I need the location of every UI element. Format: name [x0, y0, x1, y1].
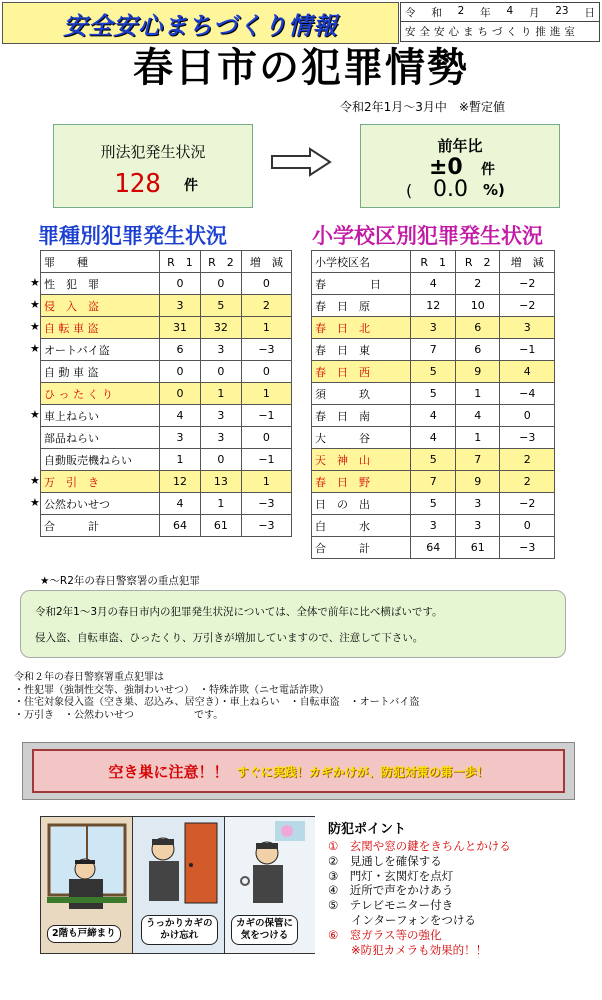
column-header: R 2 [455, 251, 500, 273]
column-header: R 1 [411, 251, 456, 273]
row-label: 春 日 南 [312, 405, 411, 427]
diff-value: −2 [500, 295, 555, 317]
diff-value: −3 [241, 493, 291, 515]
caption-key-storage: カギの保管に 気をつける [231, 915, 298, 945]
r1-value: 5 [411, 383, 456, 405]
focus-crimes-line: ・性犯罪（強制性交等、強制わいせつ） ・特殊詐欺（ニセ電話詐欺） [14, 684, 329, 696]
diff-value: −3 [500, 537, 555, 559]
caption-forgot-lock: うっかりカギの かけ忘れ [141, 915, 218, 945]
row-label: 大 谷 [312, 427, 411, 449]
r1-value: 0 [160, 361, 201, 383]
r2-value: 3 [455, 515, 500, 537]
row-label: 日 の 出 [312, 493, 411, 515]
r1-value: 0 [160, 383, 201, 405]
total-crime-unit: 件 [184, 178, 198, 194]
table-row [312, 361, 555, 383]
table-header-row [41, 251, 292, 273]
row-label: 春 日 原 [312, 295, 411, 317]
table-row [312, 471, 555, 493]
diff-value: 1 [241, 471, 291, 493]
tip-item: ③ 門灯・玄関灯を点灯 [328, 868, 454, 883]
diff-value: 0 [500, 405, 555, 427]
row-label: 公然わいせつ [41, 493, 160, 515]
tips-list [328, 839, 511, 957]
r1-value: 64 [160, 515, 201, 537]
table-row [41, 383, 292, 405]
right-arrow-icon [270, 147, 332, 177]
row-label: 万 引 き [41, 471, 160, 493]
r2-value: 1 [455, 427, 500, 449]
star-legend: ★〜R2年の春日警察署の重点犯罪 [40, 575, 200, 587]
table-row [312, 493, 555, 515]
r1-value: 3 [411, 317, 456, 339]
r1-value: 7 [411, 339, 456, 361]
diff-value: 4 [500, 361, 555, 383]
r1-value: 12 [411, 295, 456, 317]
row-label: 自動販売機ねらい [41, 449, 160, 471]
r1-value: 4 [411, 427, 456, 449]
table-row [312, 449, 555, 471]
r2-value: 3 [200, 427, 241, 449]
warning-main-text: 空き巣に注意！！ [108, 762, 229, 781]
priority-star-icon: ★ [30, 408, 40, 421]
row-label: 部品ねらい [41, 427, 160, 449]
diff-value: −3 [241, 339, 291, 361]
date-part: 日 [584, 6, 595, 19]
diff-value: 0 [241, 361, 291, 383]
diff-value: −2 [500, 493, 555, 515]
row-label: 合 計 [41, 515, 160, 537]
warning-sub-text: すぐに実践！カギかけが、防犯対策の第一歩！ [236, 764, 489, 779]
diff-value: −4 [500, 383, 555, 405]
table-row [41, 339, 292, 361]
table-row [312, 273, 555, 295]
date-part: 23 [555, 4, 569, 17]
r1-value: 64 [411, 537, 456, 559]
row-label: 春 日 西 [312, 361, 411, 383]
r2-value: 0 [200, 361, 241, 383]
r1-value: 5 [411, 361, 456, 383]
date-part: 月 [528, 6, 540, 19]
table-row [41, 361, 292, 383]
r1-value: 7 [411, 471, 456, 493]
column-header: 小学校区名 [312, 251, 411, 273]
table-row [312, 405, 555, 427]
total-crime-box [53, 124, 253, 208]
caption-upstairs: 2階も戸締まり [47, 925, 121, 943]
date-part: 令 [405, 6, 416, 19]
issue-date [405, 5, 595, 20]
table-row [41, 449, 292, 471]
page-title: 春日市の犯罪情勢 [133, 45, 469, 91]
r1-value: 12 [160, 471, 201, 493]
illustration-panel-window [41, 817, 133, 953]
school-district-table [311, 250, 555, 559]
row-label: 白 水 [312, 515, 411, 537]
comparison-unit: 件 [481, 162, 495, 178]
r2-value: 61 [455, 537, 500, 559]
crime-prevention-illustration [40, 816, 315, 954]
row-label: 春 日 北 [312, 317, 411, 339]
date-part: 年 [480, 6, 491, 19]
diff-value: −3 [241, 515, 291, 537]
focus-crimes-line: 令和２年の春日警察署重点犯罪は [14, 672, 164, 683]
row-label: オートバイ盗 [41, 339, 160, 361]
tip-item: ④ 近所で声をかけあう [328, 883, 454, 898]
r1-value: 1 [160, 449, 201, 471]
comparison-value: ±0 [429, 155, 463, 180]
column-header: 増 減 [500, 251, 555, 273]
tip-item: ② 見通しを確保する [328, 853, 442, 868]
r1-value: 6 [160, 339, 201, 361]
r1-value: 31 [160, 317, 201, 339]
r2-value: 13 [200, 471, 241, 493]
table-row [41, 405, 292, 427]
header-info-box [400, 2, 600, 42]
table-row [312, 427, 555, 449]
r1-value: 4 [411, 273, 456, 295]
header-date-row [401, 3, 599, 22]
date-part: 4 [506, 4, 514, 17]
priority-star-icon: ★ [30, 298, 40, 311]
row-label: 車上ねらい [41, 405, 160, 427]
r2-value: 1 [200, 493, 241, 515]
diff-value: 2 [500, 449, 555, 471]
row-label: 春 日 東 [312, 339, 411, 361]
r1-value: 0 [160, 273, 201, 295]
diff-value: 0 [241, 427, 291, 449]
r2-value: 2 [455, 273, 500, 295]
row-label: ひ っ た く り [41, 383, 160, 405]
header-banner [2, 2, 399, 44]
column-header: 増 減 [241, 251, 291, 273]
r1-value: 4 [160, 493, 201, 515]
table-row [41, 317, 292, 339]
diff-value: −1 [241, 449, 291, 471]
table-row [312, 317, 555, 339]
total-crime-value: 128 [114, 169, 161, 199]
comparison-percent-unit: %) [483, 181, 505, 199]
row-label: 須 玖 [312, 383, 411, 405]
tips-title: 防犯ポイント [328, 822, 407, 837]
r2-value: 3 [455, 493, 500, 515]
tip-item: ① 玄関や窓の鍵をきちんとかける [328, 839, 511, 853]
column-header: R 2 [200, 251, 241, 273]
r2-value: 9 [455, 361, 500, 383]
column-header: R 1 [160, 251, 201, 273]
comparison-percent: 0.0 [433, 177, 468, 202]
diff-value: −1 [500, 339, 555, 361]
diff-value: 1 [241, 317, 291, 339]
row-label: 自 動 車 盗 [41, 361, 160, 383]
focus-crimes-line: ・万引き ・公然わいせつ です。 [14, 709, 224, 721]
diff-value: 0 [241, 273, 291, 295]
r2-value: 1 [455, 383, 500, 405]
burglary-warning-banner [22, 742, 575, 800]
table-row [312, 537, 555, 559]
year-comparison-box [360, 124, 560, 208]
header-org-row [401, 22, 599, 41]
column-header: 罪 種 [41, 251, 160, 273]
row-label: 春 日 [312, 273, 411, 295]
r2-value: 0 [200, 273, 241, 295]
tip-item: ⑥ 窓ガラス等の強化 [328, 927, 442, 942]
priority-star-icon: ★ [30, 496, 40, 509]
r2-value: 0 [200, 449, 241, 471]
diff-value: −3 [500, 427, 555, 449]
issuing-office: 安全安心まちづくり推進室 [405, 26, 579, 38]
r2-value: 4 [455, 405, 500, 427]
table-header-row [312, 251, 555, 273]
r1-value: 3 [160, 427, 201, 449]
diff-value: 2 [500, 471, 555, 493]
row-label: 天 神 山 [312, 449, 411, 471]
table-row [312, 295, 555, 317]
row-label: 性 犯 罪 [41, 273, 160, 295]
row-label: 自 転 車 盗 [41, 317, 160, 339]
table-row [312, 383, 555, 405]
r2-value: 7 [455, 449, 500, 471]
comparison-label: 前年比 [437, 137, 483, 155]
r1-value: 5 [411, 449, 456, 471]
diff-value: 0 [500, 515, 555, 537]
summary-line-1: 令和2年1〜3月の春日市内の犯罪発生状況については、全体で前年に比べ横ばいです。 [35, 606, 443, 618]
r2-value: 6 [455, 317, 500, 339]
period-note: 令和2年1月〜3月中 ※暫定値 [340, 100, 505, 114]
r2-value: 3 [200, 339, 241, 361]
diff-value: 3 [500, 317, 555, 339]
focus-crimes-list [14, 672, 419, 722]
r1-value: 3 [160, 295, 201, 317]
date-part: 和 [431, 6, 442, 19]
row-label: 侵 入 盗 [41, 295, 160, 317]
banner-title: 安全安心まちづくり情報 [63, 11, 338, 40]
school-district-section-title: 小学校区別犯罪発生状況 [312, 224, 543, 248]
diff-value: 2 [241, 295, 291, 317]
priority-star-icon: ★ [30, 474, 40, 487]
warning-inner [32, 749, 565, 793]
r2-value: 61 [200, 515, 241, 537]
table-row [41, 273, 292, 295]
table-row [41, 493, 292, 515]
diff-value: 1 [241, 383, 291, 405]
r2-value: 3 [200, 405, 241, 427]
focus-crimes-line: ・住宅対象侵入盗（空き巣、忍込み、居空き）・車上ねらい ・自転車盗 ・オートバイ盗 [14, 697, 420, 708]
diff-value: −2 [500, 273, 555, 295]
tip-item: ※防犯カメラも効果的！！ [328, 942, 488, 957]
table-row [41, 471, 292, 493]
prevention-tips [328, 818, 511, 957]
r1-value: 5 [411, 493, 456, 515]
total-crime-label: 刑法犯発生状況 [100, 143, 206, 161]
row-label: 春 日 野 [312, 471, 411, 493]
crime-type-table [40, 250, 292, 537]
priority-star-icon: ★ [30, 320, 40, 333]
r2-value: 9 [455, 471, 500, 493]
r2-value: 10 [455, 295, 500, 317]
tip-item: ⑤ テレビモニター付き [328, 898, 454, 913]
r1-value: 3 [411, 515, 456, 537]
table-row [41, 427, 292, 449]
crime-type-section-title: 罪種別犯罪発生状況 [38, 224, 227, 248]
table-row [41, 515, 292, 537]
table-row [312, 515, 555, 537]
table-row [312, 339, 555, 361]
table-row [41, 295, 292, 317]
comparison-paren-open: ( [406, 181, 413, 200]
priority-star-icon: ★ [30, 342, 40, 355]
r2-value: 6 [455, 339, 500, 361]
r1-value: 4 [411, 405, 456, 427]
r2-value: 1 [200, 383, 241, 405]
row-label: 合 計 [312, 537, 411, 559]
summary-line-2: 侵入盗、自転車盗、ひったくり、万引きが増加していますので、注意して下さい。 [35, 632, 424, 644]
tip-item: インターフォンをつける [328, 912, 476, 927]
r2-value: 5 [200, 295, 241, 317]
summary-notice [20, 590, 566, 658]
date-part: 2 [457, 4, 465, 17]
r2-value: 32 [200, 317, 241, 339]
diff-value: −1 [241, 405, 291, 427]
priority-star-icon: ★ [30, 276, 40, 289]
illustration-panel-door [133, 817, 225, 953]
r1-value: 4 [160, 405, 201, 427]
illustration-panel-key [225, 817, 315, 953]
